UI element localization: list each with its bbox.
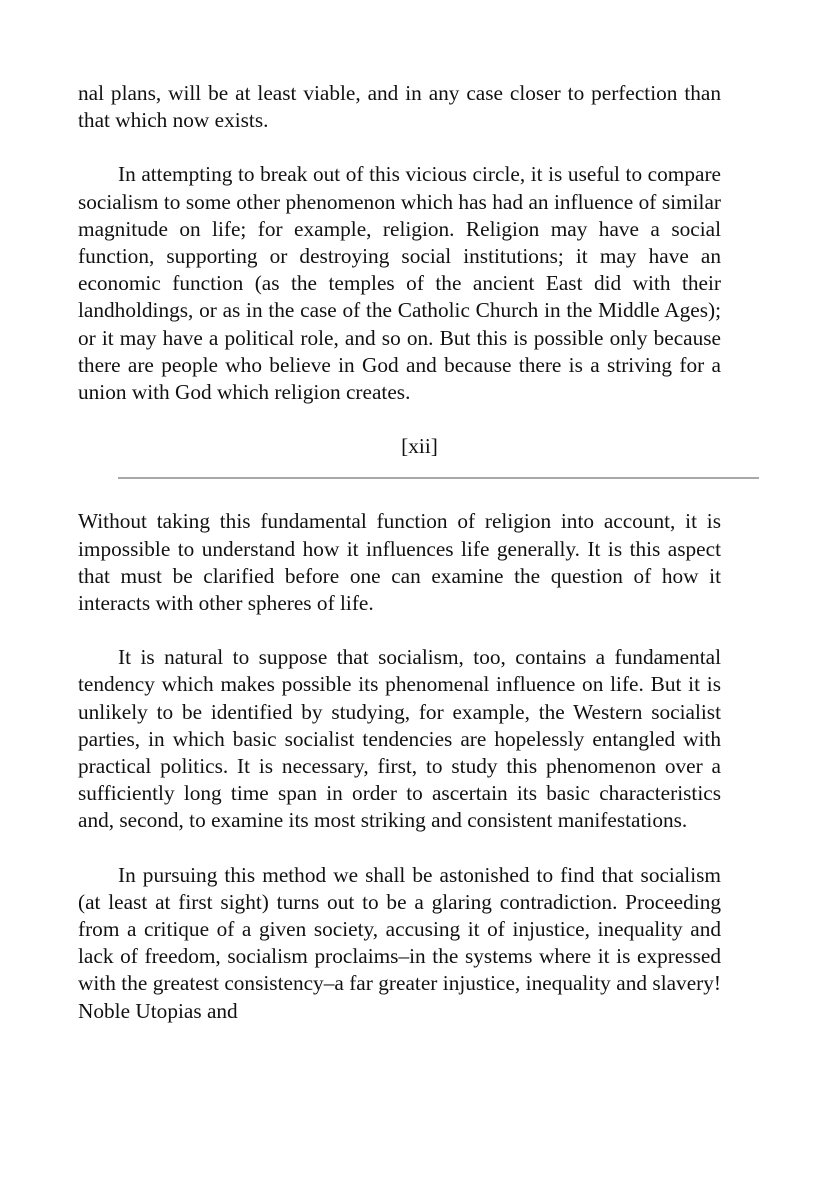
page-number: [xii]	[401, 434, 438, 459]
paragraph-fundamental-tendency: It is natural to suppose that socialism, too, contains a fundamental tendency which makes possible its phenomenal influence on life. But it is unlikely to be identified by studying, for example, the Western socialist parties, in which basic socialist tendencies are hopelessly entangled with practical politics. It is necessary, first, to study this phenomenon over a sufficiently long time span in order to ascertain its basic characteristics and, second, to examine its most striking and consistent manifestations.	[78, 645, 721, 833]
page-break-rule	[118, 477, 759, 479]
paragraph-top-continuation: nal plans, will be at least viable, and in any case closer to perfection than that which now exists.	[78, 81, 721, 133]
document-page	[78, 80, 721, 1025]
paragraph-fundamental-function: Without taking this fundamental function of religion into account, it is impossible to understand how it influences life generally. It is this aspect that must be clarified before one can examine the question of how it interacts with other spheres of life.	[78, 509, 721, 616]
paragraph-glaring-contradiction: In pursuing this method we shall be astonished to find that socialism (at least at first sight) turns out to be a glaring contradiction. Proceeding from a critique of a given society, accusing it of injustice, inequality and lack of freedom, socialism proclaims–in the systems where it is expressed with the greatest consistency–a far greater injustice, inequality and slavery! Noble Utopias and	[78, 862, 721, 1023]
paragraph-religion-comparison: In attempting to break out of this vicious circle, it is useful to compare socialism to some other phenomenon which has had an influence of similar magnitude on life; for example, religion. Religion may have a social function, supporting or destroying social institutions; it may have an economic function (as the temples of the ancient East did with their landholdings, or as in the case of the Catholic Church in the Middle Ages); or it may have a political role, and so on. But this is possible only because there are people who believe in God and because there is a striving for a union with God which religion creates.	[78, 162, 721, 405]
